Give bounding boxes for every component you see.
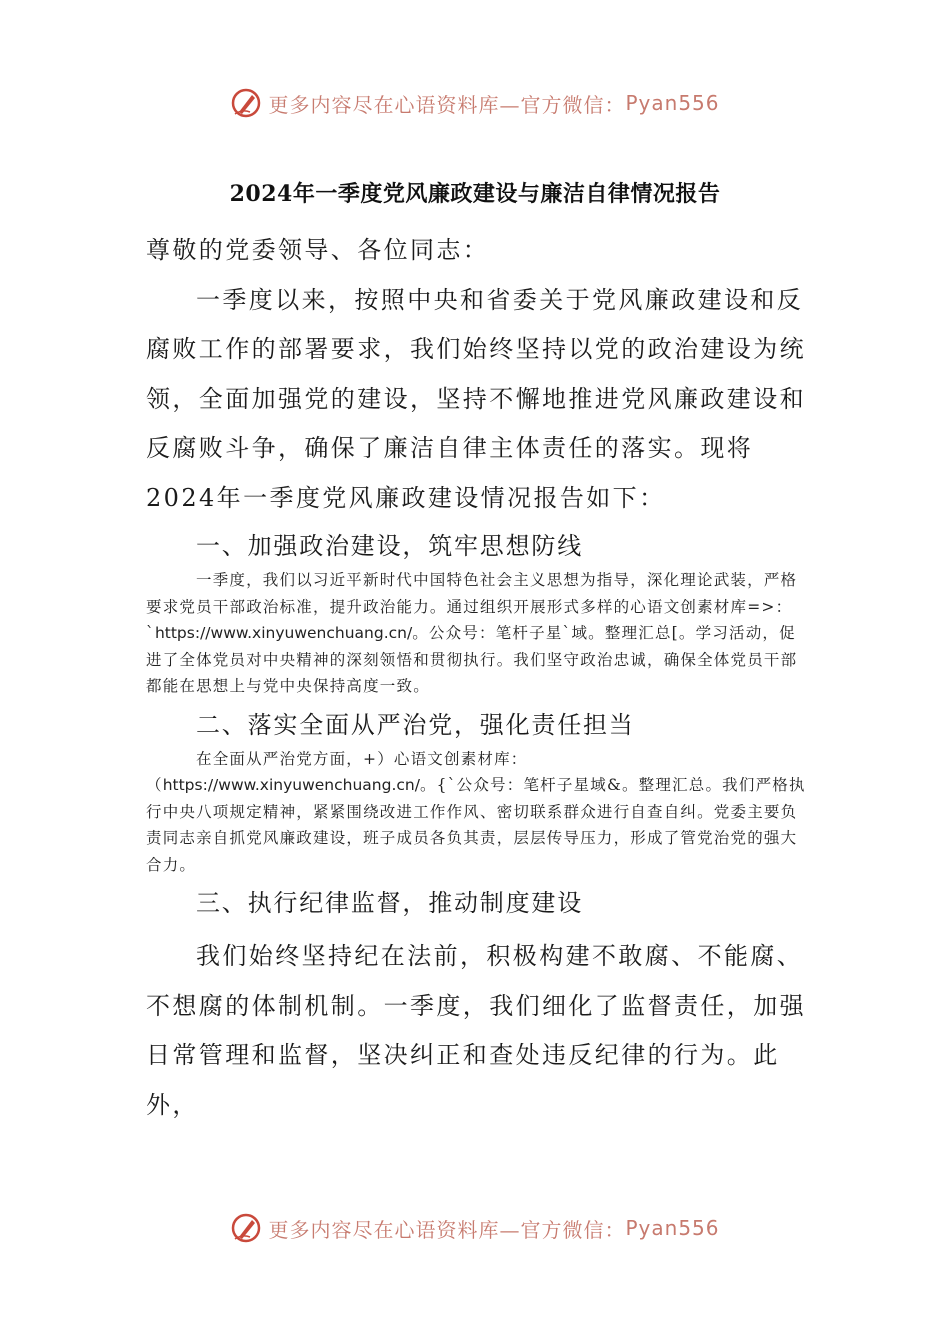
section-2-heading: 二、落实全面从严治党，强化责任担当 [196,710,635,739]
document-title: 2024年一季度党风廉政建设与廉洁自律情况报告 [229,181,721,207]
section-1-heading: 一、加强政治建设，筑牢思想防线 [196,532,583,560]
section-2-body [146,746,806,879]
watermark-wechat: Pyan556 [625,91,720,115]
section-3-heading: 三、执行纪律监督，推动制度建设 [196,889,583,917]
pen-logo-icon [230,1212,262,1244]
section-3-body: 我们始终坚持纪在法前，积极构建不敢腐、不能腐、不想腐的体制机制。一季度，我们细化了监督责任，加强日常管理和监督，坚决纠正和查处违反纪律的行为。此外， [146,942,806,1119]
watermark-text: 更多内容尽在心语资料库—官方微信： [268,1217,626,1242]
section-1-body [146,567,806,700]
section-2-text-b: 。{`公众号：笔杆子星域&。整理汇总。我们严格执行中央八项规定精神，紧紧围绕改进工作作风、密切联系群众进行自查自纠。党委主要负责同志亲自抓党风廉政建设，班子成员各负其责，层层传导压力，形成了管党治党的强大合力。 [146,776,806,874]
watermark-text: 更多内容尽在心语资料库—官方微信： [268,92,626,117]
watermark-banner-bottom [0,1208,950,1248]
pen-logo-icon [230,87,262,119]
document-body [146,226,806,1130]
section-1-link: https://www.xinyuwenchuang.cn/ [154,624,413,642]
watermark-banner-top [0,83,950,123]
section-2-link: https://www.xinyuwenchuang.cn/ [162,776,420,794]
section-1-text-b: 。公众号：笔杆子星`域。整理汇总[。学习活动，促进了全体党员对中央精神的深刻领悟和贯彻执行。我们坚守政治忠诚，确保全体党员干部都能在思想上与党中央保持高度一致。 [146,624,798,695]
salutation: 尊敬的党委领导、各位同志： [146,236,490,264]
watermark-wechat: Pyan556 [625,1216,720,1240]
section-2-text-a: 在全面从严治党方面，+）心语文创素材库：（ [146,749,528,794]
intro-paragraph: 一季度以来，按照中央和省委关于党风廉政建设和反腐败工作的部署要求，我们始终坚持以党的政治建设为统领，全面加强党的建设，坚持不懈地推进党风廉政建设和反腐败斗争，确保了廉洁自律主体责任的落实。现将2024年一季度党风廉政建设情况报告如下： [146,285,806,512]
section-1-text-a: 一季度，我们以习近平新时代中国特色社会主义思想为指导，深化理论武装，严格要求党员干部政治标准，提升政治能力。通过组织开展形式多样的心语文创素材库=>：` [146,571,798,642]
